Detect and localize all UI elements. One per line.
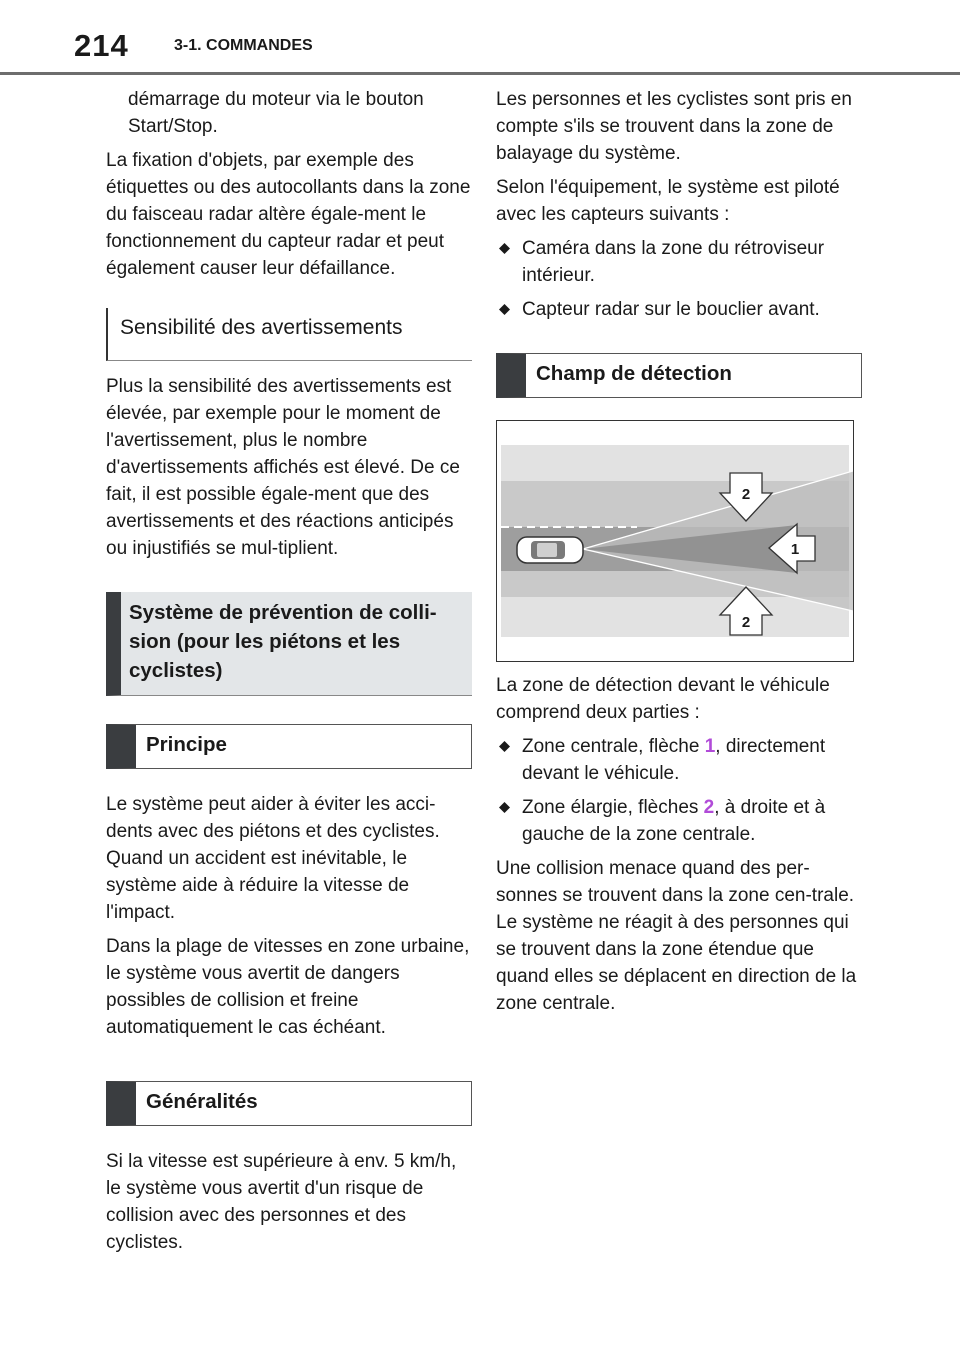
- header-rule: [0, 72, 960, 75]
- left-column: [106, 86, 472, 1263]
- section-title: 3-1. COMMANDES: [174, 37, 313, 54]
- arrow-number: 2: [703, 797, 715, 818]
- bullet-text: Capteur radar sur le bouclier avant.: [522, 299, 820, 320]
- heading-principe: Principe: [106, 724, 472, 769]
- paragraph: Selon l'équipement, le système est piloté avec les capteurs suivants :: [496, 177, 840, 225]
- heading-champ: Champ de détection: [496, 353, 862, 398]
- page-header: [0, 0, 960, 76]
- paragraph: Les personnes et les cyclistes sont pris en compte s'ils se trouvent dans la zone de balayage du système.: [496, 89, 852, 164]
- bullet-icon: [499, 243, 510, 254]
- bullet-icon: [499, 741, 510, 752]
- page-number: 214: [74, 28, 129, 63]
- car-icon: [517, 537, 583, 563]
- bullet-item: [496, 794, 862, 848]
- paragraph: Dans la plage de vitesses en zone urbaine, le système vous avertit de dangers possibles de collision et freine automatiquement le cas échéant.: [106, 936, 470, 1038]
- heading-generalites: Généralités: [106, 1081, 472, 1126]
- paragraph: Une collision menace quand des per-sonnes se trouvent dans la zone cen-trale. Le système ne réagit à des personnes qui se trouvent dans la zone étendue que quand elles se déplacent en direction de la zone centrale.: [496, 858, 857, 1014]
- right-column: [496, 86, 862, 1024]
- paragraph: démarrage du moteur via le bouton Start/Stop.: [128, 89, 424, 137]
- heading-sensibilite: Sensibilité des avertissements: [106, 308, 472, 361]
- bullet-icon: [499, 802, 510, 813]
- paragraph: La fixation d'objets, par exemple des étiquettes ou des autocollants dans la zone du faisceau radar altère égale-ment le fonctionnement du capteur radar et peut également causer leur défaillance.: [106, 150, 471, 279]
- bullet-text: Zone centrale, flèche: [522, 736, 705, 757]
- detection-diagram-svg: [497, 421, 853, 661]
- bullet-icon: [499, 304, 510, 315]
- bullet-text: Zone élargie, flèches: [522, 797, 704, 818]
- bullet-text: , directement devant le véhicule.: [522, 736, 826, 784]
- bullet-text: , à droite et à gauche de la zone centrale.: [522, 797, 826, 845]
- paragraph: La zone de détection devant le véhicule comprend deux parties :: [496, 675, 830, 723]
- bullet-item: [496, 733, 862, 787]
- bullet-item: [496, 296, 862, 323]
- paragraph: Le système peut aider à éviter les acci-dents avec des piétons et des cyclistes. Quand un accident est inévitable, le système aide à réduire la vitesse de l'impact.: [106, 794, 440, 923]
- label-2-bottom: 2: [741, 614, 751, 631]
- arrow-number: 1: [704, 736, 716, 757]
- bullet-text: Caméra dans la zone du rétroviseur intérieur.: [522, 238, 825, 286]
- heading-systeme: Système de prévention de colli-sion (pour les piétons et les cyclistes): [106, 592, 472, 696]
- label-1: 1: [790, 541, 800, 558]
- label-2-top: 2: [741, 486, 751, 503]
- bullet-item: [496, 235, 862, 289]
- detection-field-diagram: [496, 420, 854, 662]
- paragraph: Si la vitesse est supérieure à env. 5 km/h, le système vous avertit d'un risque de collision avec des personnes et des cyclistes.: [106, 1151, 457, 1253]
- paragraph: Plus la sensibilité des avertissements est élevée, par exemple pour le moment de l'avertissement, plus le nombre d'avertissements affichés est élevé. De ce fait, il est possible égale-ment que des avertissements et des réactions anticipés ou injustifiés se mul-tiplient.: [106, 376, 460, 559]
